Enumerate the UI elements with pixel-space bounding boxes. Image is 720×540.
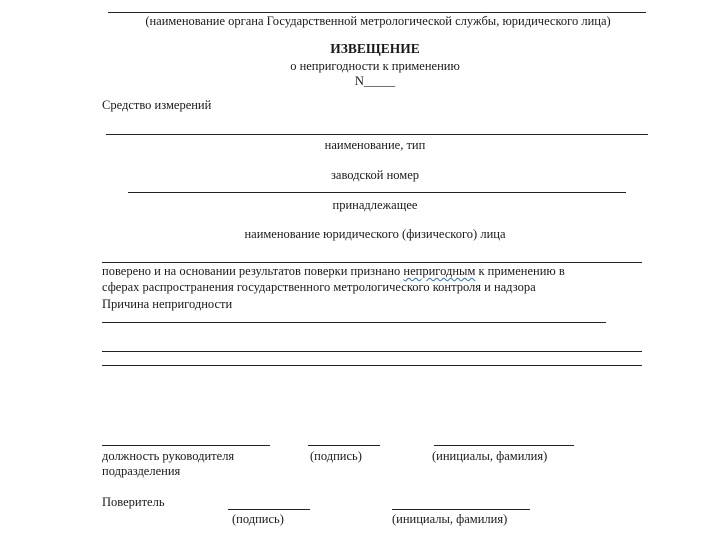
legal-entity-line [102, 262, 642, 263]
verification-statement-line1 [102, 264, 565, 278]
verifier-signature-line [228, 509, 310, 510]
verified-text-unfit: непригодным [403, 264, 476, 278]
reason-line-3 [102, 365, 642, 366]
instrument-name-line [106, 134, 648, 135]
head-signature-line [308, 445, 380, 446]
verified-text-part1: поверено и на основании результатов поверки признано [102, 264, 404, 278]
document-number: N_____ [354, 74, 396, 88]
head-position-line [102, 445, 270, 446]
verifier-label: Поверитель [102, 495, 165, 509]
verifier-initials-caption: (инициалы, фамилия) [392, 512, 508, 526]
legal-entity-caption: наименование юридического (физического) лица [244, 227, 506, 241]
name-type-caption: наименование, тип [324, 138, 426, 152]
owner-caption: принадлежащее [332, 198, 418, 212]
document-subtitle: о непригодности к применению [290, 59, 460, 73]
head-initials-line [434, 445, 574, 446]
verification-statement-line2: сферах распространения государственного метрологического контроля и надзора [102, 280, 536, 294]
serial-number-caption: заводской номер [330, 168, 419, 182]
org-name-line [108, 12, 646, 13]
reason-label: Причина непригодности [102, 297, 233, 311]
serial-number-line [128, 192, 626, 193]
document-title: ИЗВЕЩЕНИЕ [330, 41, 420, 56]
head-initials-caption: (инициалы, фамилия) [432, 449, 548, 463]
reason-line-2 [102, 351, 642, 352]
org-name-caption: (наименование органа Государственной метрологической службы, юридического лица) [145, 14, 611, 28]
head-unit-caption: подразделения [102, 464, 181, 478]
head-position-caption: должность руководителя [102, 449, 235, 463]
head-signature-caption: (подпись) [310, 449, 362, 463]
verified-text-part2: к применению в [475, 264, 565, 278]
verifier-signature-caption: (подпись) [232, 512, 284, 526]
instrument-label: Средство измерений [102, 98, 212, 112]
reason-line-1 [102, 322, 606, 323]
verifier-initials-line [392, 509, 530, 510]
